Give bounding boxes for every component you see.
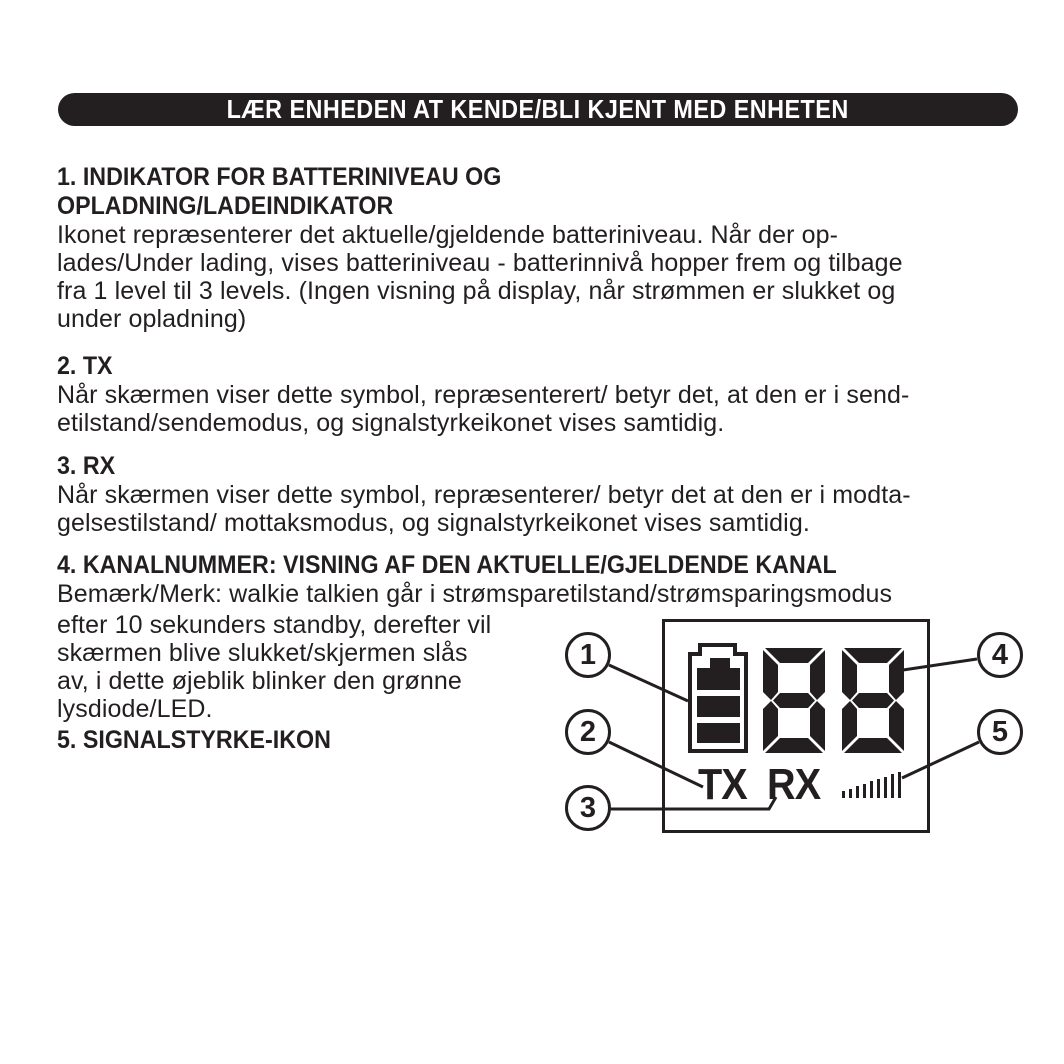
body-line: av, i dette øjeblik blinker den grønne	[57, 667, 462, 695]
signal-bar	[870, 781, 873, 798]
heading-line: 5. SIGNALSTYRKE-IKON	[57, 726, 331, 754]
signal-bar	[856, 786, 859, 798]
heading-line: 2. TX	[57, 352, 113, 380]
signal-bar	[863, 784, 866, 798]
callout-number: 3	[579, 791, 597, 824]
tx-label: TX	[698, 760, 747, 809]
body-line: gelsestilstand/ mottaksmodus, og signalstyrkeikonet vises samtidig.	[57, 509, 810, 537]
signal-bar	[898, 772, 901, 798]
signal-bar	[884, 777, 887, 798]
body-line: fra 1 level til 3 levels. (Ingen visning på display, når strømmen er slukket og	[57, 277, 896, 305]
heading-line: 1. INDIKATOR FOR BATTERINIVEAU OG	[57, 163, 502, 191]
body-line: Bemærk/Merk: walkie talkien går i strømsparetilstand/strømsparingsmodus	[57, 580, 893, 608]
signal-bar	[877, 779, 880, 798]
body-line: lades/Under lading, vises batteriniveau - batterinnivå hopper frem og tilbage	[57, 249, 903, 277]
body-line: etilstand/sendemodus, og signalstyrkeikonet vises samtidig.	[57, 409, 725, 437]
callout-number: 1	[579, 638, 597, 671]
section-rx	[57, 452, 1017, 537]
callout-3	[565, 785, 611, 831]
body-line: lysdiode/LED.	[57, 695, 213, 723]
signal-bar	[891, 774, 894, 798]
body-line: Når skærmen viser dette symbol, repræsenterer/ betyr det at den er i modta-	[57, 481, 911, 509]
section-title-bar	[58, 93, 1018, 126]
page-title: LÆR ENHEDEN AT KENDE/BLI KJENT MED ENHETEN	[226, 94, 850, 124]
heading-line: 3. RX	[57, 452, 116, 480]
signal-bar	[842, 791, 845, 798]
callout-number: 2	[579, 715, 597, 748]
body-line: Ikonet repræsenterer det aktuelle/gjeldende batteriniveau. Når der op-	[57, 221, 839, 249]
rx-label: RX	[767, 760, 821, 809]
channel-digit-icon	[763, 648, 825, 753]
body-line: skærmen blive slukket/skjermen slås	[57, 639, 468, 667]
callout-2	[565, 709, 611, 755]
callout-4	[977, 632, 1023, 678]
body-line: under opladning)	[57, 305, 247, 333]
section-battery-indicator	[57, 163, 1017, 333]
heading-line: OPLADNING/LADEINDIKATOR	[57, 192, 394, 220]
signal-strength-icon	[842, 772, 902, 798]
body-line: efter 10 sekunders standby, derefter vil	[57, 611, 492, 639]
callout-1	[565, 632, 611, 678]
channel-digit-icon	[842, 648, 904, 753]
section-tx	[57, 352, 1017, 437]
callout-number: 4	[991, 638, 1009, 671]
signal-bar	[849, 789, 852, 798]
lcd-display-diagram	[555, 615, 1055, 855]
callout-number: 5	[991, 715, 1009, 748]
battery-level-icon	[688, 643, 748, 753]
body-line: Når skærmen viser dette symbol, repræsenterert/ betyr det, at den er i send-	[57, 381, 910, 409]
heading-line: 4. KANALNUMMER: VISNING AF DEN AKTUELLE/GJELDENDE KANAL	[57, 551, 837, 579]
callout-5	[977, 709, 1023, 755]
